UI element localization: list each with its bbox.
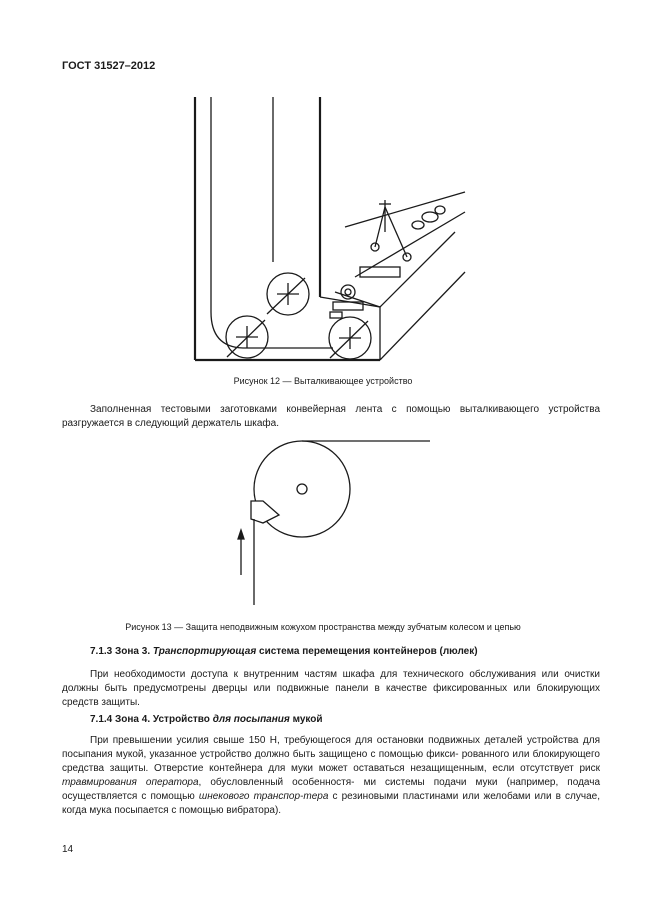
section-7-1-3-heading bbox=[90, 646, 478, 657]
section-title-italic: для посыпания bbox=[212, 714, 290, 725]
document-header: ГОСТ 31527–2012 bbox=[62, 60, 156, 72]
paragraph-zone3-text: При необходимости доступа к внутренним частям шкафа для технического обслуживания или очистки должны быть предусмотрены дверцы или подвижные панели в качестве фиксированных или блокирующих средств защиты. bbox=[62, 669, 600, 708]
line: с резиновыми пластинами или желобами или в случае, когда мука посыпается с помощью bbox=[62, 791, 601, 816]
section-title-part: мукой bbox=[292, 714, 323, 725]
paragraph-conveyor-text: Заполненная тестовыми заготовками конвейерная лента с помощью выталкивающего устройства разгружается в следующий держатель шкафа. bbox=[62, 404, 600, 429]
line: При превышении усилия свыше 150 Н, требующегося для остановки подвижных деталей bbox=[90, 735, 523, 746]
section-number: 7.1.3 Зона 3. bbox=[90, 646, 151, 657]
line: незащищенным, если отсутствует риск bbox=[410, 763, 600, 774]
page-number: 14 bbox=[62, 844, 74, 855]
line: ми системы подачи муки (например, подача осуществляется с помощью bbox=[62, 777, 601, 802]
figure-13-caption: Рисунок 13 — Защита неподвижным кожухом пространства между зубчатым колесом и цепью bbox=[125, 622, 521, 632]
paragraph-zone3 bbox=[62, 668, 600, 710]
section-7-1-4-heading bbox=[90, 714, 323, 725]
paragraph-conveyor bbox=[62, 403, 600, 431]
figure-12-caption: Рисунок 12 — Выталкивающее устройство bbox=[233, 376, 413, 386]
line: вибратора). bbox=[226, 805, 282, 816]
section-title-rest: система перемещения контейнеров (люлек) bbox=[259, 646, 478, 657]
section-title-part: Устройство bbox=[152, 714, 210, 725]
section-title-italic: Транспортирующая bbox=[152, 646, 257, 657]
paragraph-zone4 bbox=[62, 734, 600, 818]
line-italic: травмирования оператора bbox=[62, 777, 199, 788]
line-italic: тера bbox=[303, 791, 329, 802]
line: , обусловленный особенностя- bbox=[198, 777, 355, 788]
line: рованного или блокирующего средства защиты. Отверстие контейнера для муки может оставаться bbox=[62, 749, 600, 774]
line-italic: шнекового транспор- bbox=[198, 791, 304, 802]
section-number: 7.1.4 Зона 4. bbox=[90, 714, 151, 725]
line: устройства для посыпания мукой, указанное устройство должно быть защищено с помощью фикси- bbox=[62, 735, 600, 760]
figure-12-ejector-drawing bbox=[185, 92, 475, 367]
figure-13-guard-drawing bbox=[230, 435, 440, 610]
